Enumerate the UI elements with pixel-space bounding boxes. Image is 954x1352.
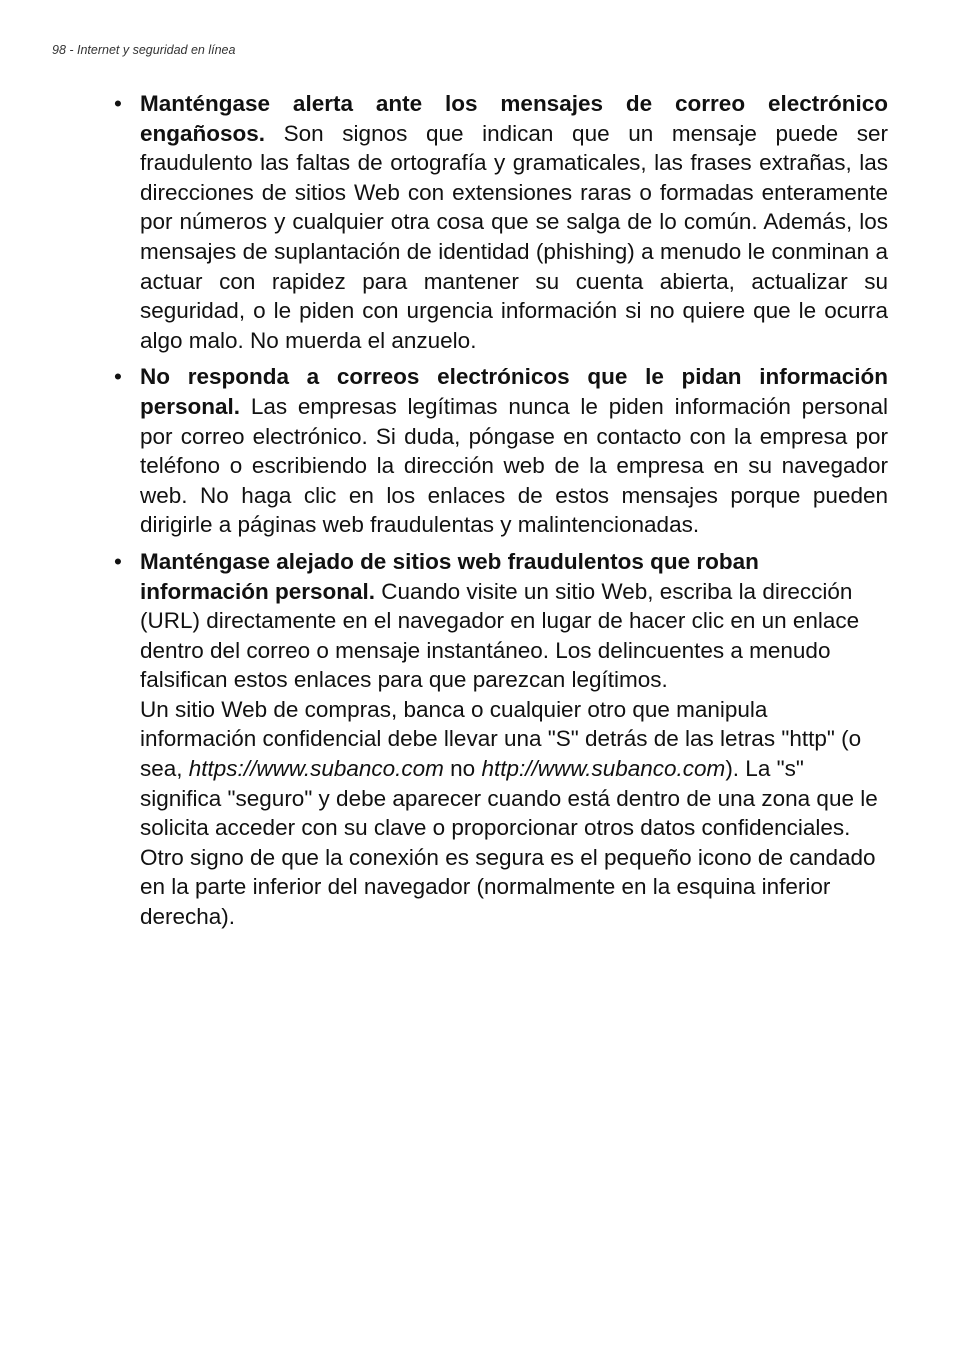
bullet-icon: •: [114, 364, 122, 390]
bullet-list: [112, 89, 888, 939]
page-header: 98 - Internet y seguridad en línea: [52, 43, 236, 57]
secure-url-example: https://www.subanco.com: [188, 756, 444, 782]
item-text: Son signos que indican que un mensaje puede ser fraudulento las faltas de ortografía y gramaticales, las frases extrañas, las direcciones de sitios Web con extensiones raras o formadas enteramente por números y cualquier otra cosa que se salga de lo común. Además, los mensajes de suplantación de identidad (phishing) a menudo le conminan a actuar con rapidez para mantener su cuenta abierta, actualizar su seguridad, o le piden con urgencia información si no quiere que le ocurra algo malo. No muerda el anzuelo.: [140, 120, 888, 353]
item-lead: Manténgase alerta ante los mensajes de correo electrónico engañosos.: [140, 91, 888, 146]
item-text: Las empresas legítimas nunca le piden información personal por correo electrónico. Si duda, póngase en contacto con la empresa por teléfono o escribiendo la dirección web de la empresa en su navegador web. No haga clic en los enlaces de estos mensajes porque pueden dirigirle a páginas web fraudulentas y malintencionadas.: [140, 393, 888, 538]
list-item: [112, 547, 888, 932]
insecure-url-example: http://www.subanco.com: [481, 756, 726, 782]
item-lead: Manténgase alejado de sitios web fraudulentos que roban información personal.: [140, 548, 759, 604]
secure-text-c: ). La "s" significa "seguro" y debe aparecer cuando está dentro de una zona que le solicita acceder con su clave o proporcionar otros datos confidenciales. Otro signo de que la conexión es segura es el pequeño icono de candado en la parte inferior del navegador (normalmente en la esquina inferior derecha).: [140, 756, 878, 930]
item-text: Cuando visite un sitio Web, escriba la dirección (URL) directamente en el navegador en lugar de hacer clic en un enlace dentro del correo o mensaje instantáneo. Los delincuentes a menudo falsifican estos enlaces para que parezcan legítimos.: [140, 578, 860, 693]
bullet-icon: •: [114, 548, 122, 574]
item-paragraph: [140, 547, 888, 695]
bullet-icon: •: [114, 91, 122, 116]
list-item: [112, 362, 888, 540]
item-paragraph-secure: [140, 695, 888, 932]
secure-text-b: no: [443, 756, 482, 782]
list-item: [112, 89, 888, 355]
secure-text-a: Un sitio Web de compras, banca o cualquier otro que manipula información confidencial debe llevar una "S" detrás de las letras "http" (o sea,: [140, 696, 862, 782]
item-lead: No responda a correos electrónicos que le pidan información personal.: [140, 364, 888, 419]
